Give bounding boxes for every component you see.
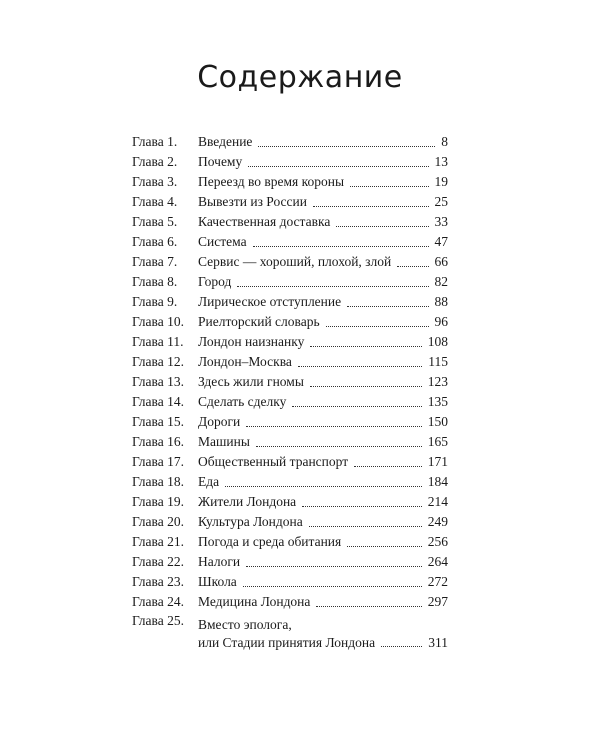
page-number: 19 xyxy=(434,174,448,189)
dot-leader xyxy=(243,586,422,587)
page-number: 8 xyxy=(441,134,448,149)
page-number: 25 xyxy=(434,194,448,209)
page-number: 88 xyxy=(434,294,448,309)
toc-entry xyxy=(132,272,448,292)
chapter-title: Здесь жили гномы xyxy=(198,374,304,389)
toc-entry xyxy=(132,452,448,472)
chapter-title: Медицина Лондона xyxy=(198,594,311,609)
chapter-number: Глава 4. xyxy=(132,194,178,209)
chapter-title xyxy=(198,616,375,652)
dot-leader xyxy=(326,326,429,327)
chapter-title: Город xyxy=(198,274,232,289)
page-number: 249 xyxy=(427,514,448,529)
chapter-entry xyxy=(198,212,448,232)
chapter-entry xyxy=(198,512,448,532)
page-number: 96 xyxy=(434,314,448,329)
dot-leader xyxy=(292,406,421,407)
dot-leader xyxy=(237,286,428,287)
dot-leader xyxy=(309,526,422,527)
page-number: 115 xyxy=(428,354,448,369)
chapter-title: Сделать сделку xyxy=(198,394,287,409)
chapter-entry xyxy=(198,432,448,452)
chapter-entry xyxy=(198,312,448,332)
chapter-title: Школа xyxy=(198,574,237,589)
toc-entry xyxy=(132,132,448,152)
chapter-number: Глава 22. xyxy=(132,554,184,569)
dot-leader xyxy=(347,306,428,307)
toc-entry xyxy=(132,572,448,592)
chapter-entry xyxy=(198,592,448,612)
dot-leader xyxy=(310,346,421,347)
toc-entry xyxy=(132,232,448,252)
dot-leader xyxy=(310,386,422,387)
dot-leader xyxy=(347,546,422,547)
chapter-title: Лондон наизнанку xyxy=(198,334,305,349)
chapter-number: Глава 21. xyxy=(132,534,184,549)
chapter-title: Переезд во время короны xyxy=(198,174,345,189)
toc-entry xyxy=(132,532,448,552)
chapter-entry xyxy=(198,252,448,272)
chapter-number: Глава 15. xyxy=(132,414,184,429)
dot-leader xyxy=(246,426,422,427)
chapter-number: Глава 3. xyxy=(132,174,178,189)
chapter-number: Глава 25. xyxy=(132,613,184,628)
toc-entry xyxy=(132,472,448,492)
dot-leader xyxy=(248,166,428,167)
toc-entry xyxy=(132,152,448,172)
chapter-entry xyxy=(198,572,448,592)
toc-entry xyxy=(132,372,448,392)
chapter-entry xyxy=(198,412,448,432)
chapter-entry xyxy=(198,272,448,292)
chapter-title: Культура Лондона xyxy=(198,514,303,529)
chapter-title: Почему xyxy=(198,154,243,169)
toc-entry xyxy=(132,252,448,272)
chapter-title: Жители Лондона xyxy=(198,494,297,509)
chapter-number: Глава 12. xyxy=(132,354,184,369)
chapter-entry xyxy=(198,372,448,392)
page-number: 184 xyxy=(427,474,448,489)
page-number: 82 xyxy=(434,274,448,289)
toc-entry xyxy=(132,492,448,512)
page-number: 311 xyxy=(428,635,448,650)
chapter-title: Погода и среда обитания xyxy=(198,534,342,549)
chapter-entry xyxy=(198,332,448,352)
toc-entry xyxy=(132,212,448,232)
page-title: Содержание xyxy=(197,60,403,95)
chapter-title: Вывезти из России xyxy=(198,194,307,209)
dot-leader xyxy=(302,506,422,507)
chapter-number: Глава 11. xyxy=(132,334,184,349)
toc-entry xyxy=(132,352,448,372)
dot-leader xyxy=(397,266,428,267)
page-number: 150 xyxy=(427,414,448,429)
dot-leader xyxy=(225,486,422,487)
chapter-entry xyxy=(198,492,448,512)
chapter-title: Сервис — хороший, плохой, злой xyxy=(198,254,392,269)
dot-leader xyxy=(313,206,429,207)
toc-entry xyxy=(132,552,448,572)
chapter-entry xyxy=(198,132,448,152)
chapter-entry xyxy=(198,292,448,312)
chapter-title: Налоги xyxy=(198,554,241,569)
toc-entry xyxy=(132,592,448,612)
chapter-number: Глава 6. xyxy=(132,234,178,249)
chapter-title: Лондон–Москва xyxy=(198,354,292,369)
page-number: 297 xyxy=(427,594,448,609)
chapter-title: Лирическое отступление xyxy=(198,294,342,309)
toc-entry xyxy=(132,512,448,532)
page-number: 33 xyxy=(434,214,448,229)
page-number: 108 xyxy=(427,334,448,349)
chapter-number: Глава 5. xyxy=(132,214,178,229)
dot-leader xyxy=(354,466,422,467)
page-number: 264 xyxy=(427,554,448,569)
page-number: 165 xyxy=(427,434,448,449)
toc-entry xyxy=(132,432,448,452)
chapter-number: Глава 7. xyxy=(132,254,178,269)
chapter-number: Глава 10. xyxy=(132,314,184,329)
page-number: 272 xyxy=(427,574,448,589)
table-of-contents xyxy=(132,132,448,652)
toc-entry xyxy=(132,332,448,352)
chapter-entry xyxy=(198,552,448,572)
dot-leader xyxy=(298,366,422,367)
page-number: 13 xyxy=(434,154,448,169)
chapter-number: Глава 14. xyxy=(132,394,184,409)
toc-entry xyxy=(132,292,448,312)
toc-entry xyxy=(132,412,448,432)
dot-leader xyxy=(316,606,421,607)
chapter-entry xyxy=(198,392,448,412)
dot-leader xyxy=(256,446,422,447)
chapter-title: Риелторский словарь xyxy=(198,314,320,329)
toc-entry xyxy=(132,312,448,332)
chapter-entry xyxy=(198,232,448,252)
chapter-title: Качественная доставка xyxy=(198,214,331,229)
toc-entry xyxy=(132,612,448,652)
chapter-number: Глава 23. xyxy=(132,574,184,589)
toc-entry xyxy=(132,392,448,412)
chapter-entry xyxy=(198,172,448,192)
chapter-number: Глава 2. xyxy=(132,154,178,169)
chapter-number: Глава 13. xyxy=(132,374,184,389)
chapter-title-line: Вместо эполога, xyxy=(198,617,292,632)
chapter-title: Введение xyxy=(198,134,253,149)
toc-entry xyxy=(132,192,448,212)
page-number: 66 xyxy=(434,254,448,269)
toc-entry xyxy=(132,172,448,192)
chapter-entry xyxy=(198,152,448,172)
chapter-entry xyxy=(198,532,448,552)
dot-leader xyxy=(253,246,429,247)
page-number: 135 xyxy=(427,394,448,409)
chapter-number: Глава 19. xyxy=(132,494,184,509)
chapter-entry xyxy=(198,616,448,652)
chapter-number: Глава 18. xyxy=(132,474,184,489)
chapter-number: Глава 20. xyxy=(132,514,184,529)
dot-leader xyxy=(381,646,422,647)
chapter-entry xyxy=(198,472,448,492)
chapter-title: Дороги xyxy=(198,414,241,429)
chapter-title: Общественный транспорт xyxy=(198,454,349,469)
dot-leader xyxy=(350,186,428,187)
chapter-title: Система xyxy=(198,234,247,249)
chapter-entry xyxy=(198,352,448,372)
page-number: 47 xyxy=(434,234,448,249)
chapter-title: Еда xyxy=(198,474,220,489)
dot-leader xyxy=(336,226,428,227)
chapter-entry xyxy=(198,452,448,472)
page-number: 214 xyxy=(427,494,448,509)
chapter-number: Глава 9. xyxy=(132,294,178,309)
chapter-number: Глава 1. xyxy=(132,134,178,149)
chapter-number: Глава 17. xyxy=(132,454,184,469)
chapter-number: Глава 16. xyxy=(132,434,184,449)
chapter-number: Глава 8. xyxy=(132,274,178,289)
dot-leader xyxy=(246,566,422,567)
dot-leader xyxy=(258,146,435,147)
chapter-title: Машины xyxy=(198,434,250,449)
chapter-title-line: или Стадии принятия Лондона xyxy=(198,635,376,650)
chapter-entry xyxy=(198,192,448,212)
chapter-number: Глава 24. xyxy=(132,594,184,609)
page-number: 123 xyxy=(427,374,448,389)
page-number: 256 xyxy=(427,534,448,549)
page-number: 171 xyxy=(427,454,448,469)
